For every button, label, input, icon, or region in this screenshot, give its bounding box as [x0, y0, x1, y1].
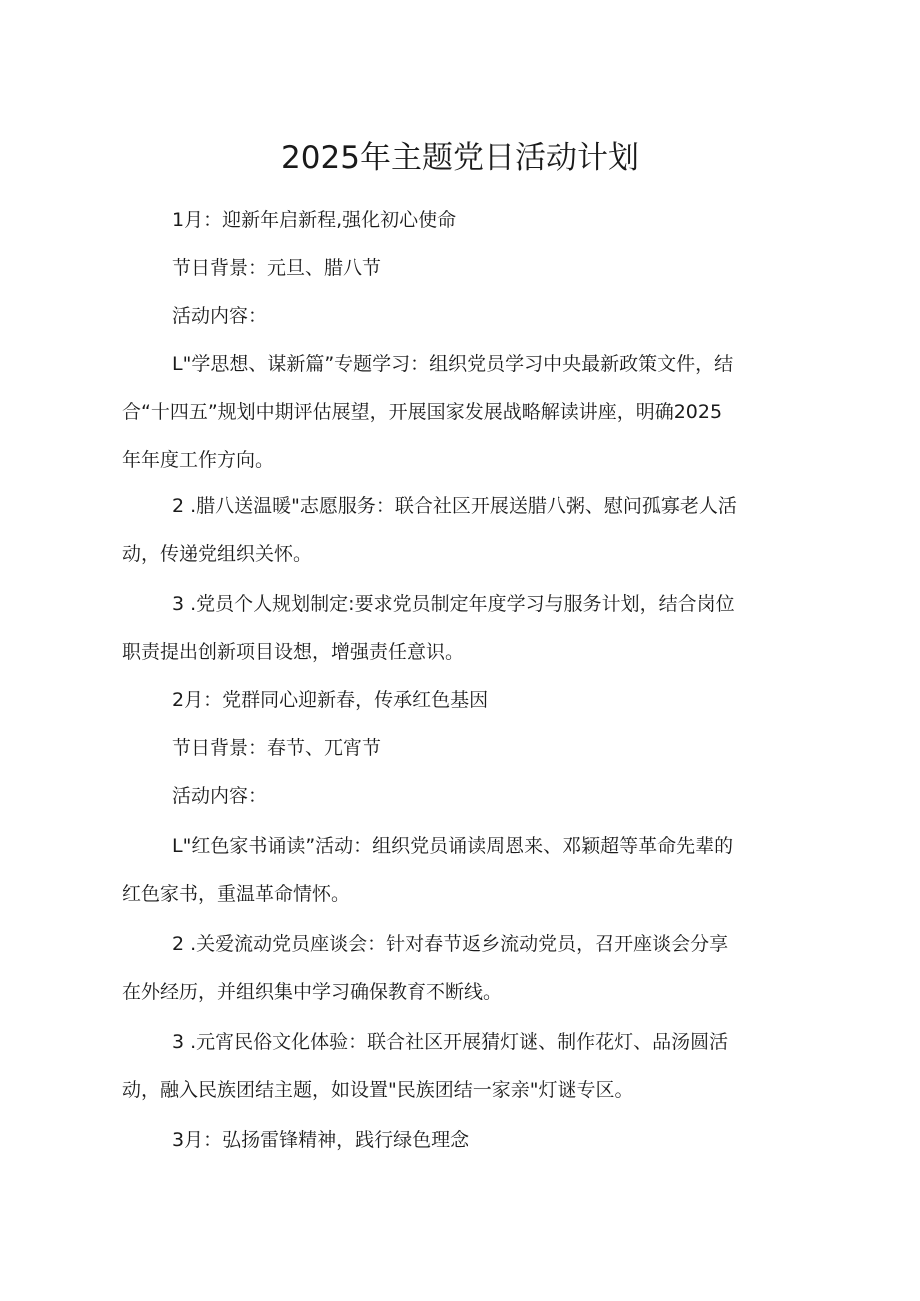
- paragraph-line: 活动内容：: [172, 785, 268, 807]
- paragraph-line: 2 .腊八送温暖"志愿服务：联合社区开展送腊八粥、慰问孤寡老人活: [172, 495, 737, 517]
- paragraph-line: 3月：弘扬雷锋精神，践行绿色理念: [172, 1129, 470, 1151]
- paragraph-line: 活动内容：: [172, 305, 268, 327]
- month-2-heading: [172, 676, 778, 724]
- activity-content-label-1: [172, 292, 778, 340]
- activity-item-2-3: [122, 1018, 782, 1114]
- paragraph-line: 节日背景：春节、兀宵节: [172, 737, 382, 759]
- paragraph-line: L"学思想、谋新篇”专题学习：组织党员学习中央最新政策文件，结: [172, 353, 734, 375]
- paragraph-line: 动，传递党组织关怀。: [122, 543, 313, 565]
- festival-background-2: [172, 724, 778, 772]
- activity-item-2-1: [122, 822, 782, 918]
- paragraph-line: 在外经历，并组织集中学习确保教育不断线。: [122, 981, 503, 1003]
- paragraph-line: 动，融入民族团结主题，如设置"民族团结一家亲"灯谜专区。: [122, 1079, 634, 1101]
- paragraph-line: 2 .关爱流动党员座谈会：针对春节返乡流动党员，召开座谈会分享: [172, 933, 729, 955]
- paragraph-line: L"红色家书诵读”活动：组织党员诵读周恩来、邓颖超等革命先辈的: [172, 835, 734, 857]
- activity-item-1-3: [122, 580, 782, 676]
- paragraph-line: 节日背景：元旦、腊八节: [172, 257, 382, 279]
- month-1-heading: [172, 196, 778, 244]
- paragraph-line: 职责提出创新项目设想，增强责任意识。: [122, 641, 465, 663]
- festival-background-1: [172, 244, 778, 292]
- activity-content-label-2: [172, 772, 778, 820]
- paragraph-line: 3 .元宵民俗文化体验：联合社区开展猜灯谜、制作花灯、品汤圆活: [172, 1031, 729, 1053]
- month-3-heading: [172, 1116, 778, 1164]
- activity-item-2-2: [122, 920, 782, 1016]
- activity-item-1-2: [122, 482, 782, 578]
- paragraph-line: 2月：党群同心迎新春，传承红色基因: [172, 689, 489, 711]
- paragraph-line: 3 .党员个人规划制定:要求党员制定年度学习与服务计划，结合岗位: [172, 593, 735, 615]
- paragraph-line: 红色家书，重温革命情怀。: [122, 883, 351, 905]
- activity-item-1-1: [122, 340, 782, 484]
- document-title: 2025年主题党日活动计划: [281, 140, 639, 176]
- paragraph-line: 1月：迎新年启新程,强化初心使命: [172, 209, 457, 231]
- paragraph-line: 合“十四五”规划中期评估展望，开展国家发展战略解读讲座，明确2025: [122, 401, 723, 423]
- paragraph-line: 年年度工作方向。: [122, 449, 275, 471]
